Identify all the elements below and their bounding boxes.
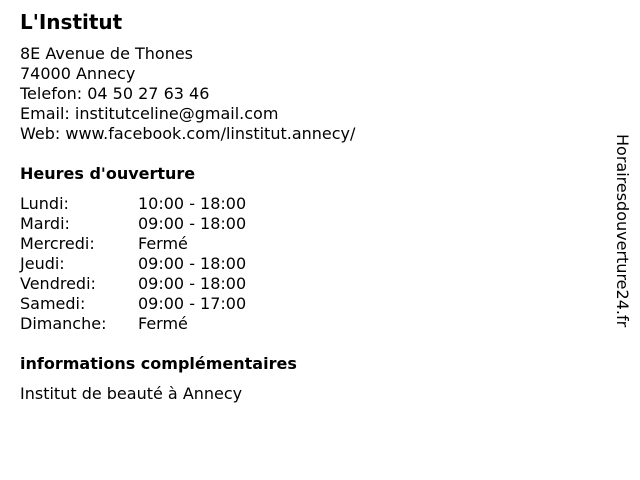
time-value: 09:00 - 18:00 — [138, 274, 247, 293]
day-label: Lundi: — [20, 194, 69, 213]
time-value: 10:00 - 18:00 — [138, 194, 247, 213]
hours-row-thursday — [20, 254, 320, 274]
day-label: Samedi: — [20, 294, 86, 313]
contact-block — [20, 44, 355, 144]
opening-hours-table — [20, 194, 320, 334]
hours-row-tuesday — [20, 214, 320, 234]
time-value: Fermé — [138, 234, 188, 253]
site-watermark: Horairesdouverture24.fr — [613, 134, 632, 328]
address-line-street: 8E Avenue de Thones — [20, 44, 194, 63]
day-label: Mardi: — [20, 214, 70, 233]
opening-hours-heading: Heures d'ouverture — [20, 164, 196, 183]
day-label: Mercredi: — [20, 234, 95, 253]
hours-row-sunday — [20, 314, 320, 334]
time-value: 09:00 - 18:00 — [138, 254, 247, 273]
day-label: Dimanche: — [20, 314, 107, 333]
time-value: 09:00 - 17:00 — [138, 294, 247, 313]
day-label: Jeudi: — [20, 254, 65, 273]
additional-info-text: Institut de beauté à Annecy — [20, 384, 243, 403]
phone-text: Telefon: 04 50 27 63 46 — [20, 84, 210, 103]
website-text: Web: www.facebook.com/linstitut.annecy/ — [20, 124, 356, 143]
hours-row-friday — [20, 274, 320, 294]
hours-row-wednesday — [20, 234, 320, 254]
business-name: L'Institut — [20, 10, 123, 34]
time-value: Fermé — [138, 314, 188, 333]
email-text: Email: institutceline@gmail.com — [20, 104, 279, 123]
time-value: 09:00 - 18:00 — [138, 214, 247, 233]
hours-row-monday — [20, 194, 320, 214]
address-line-city: 74000 Annecy — [20, 64, 136, 83]
additional-info-heading: informations complémentaires — [20, 354, 297, 373]
hours-row-saturday — [20, 294, 320, 314]
day-label: Vendredi: — [20, 274, 96, 293]
